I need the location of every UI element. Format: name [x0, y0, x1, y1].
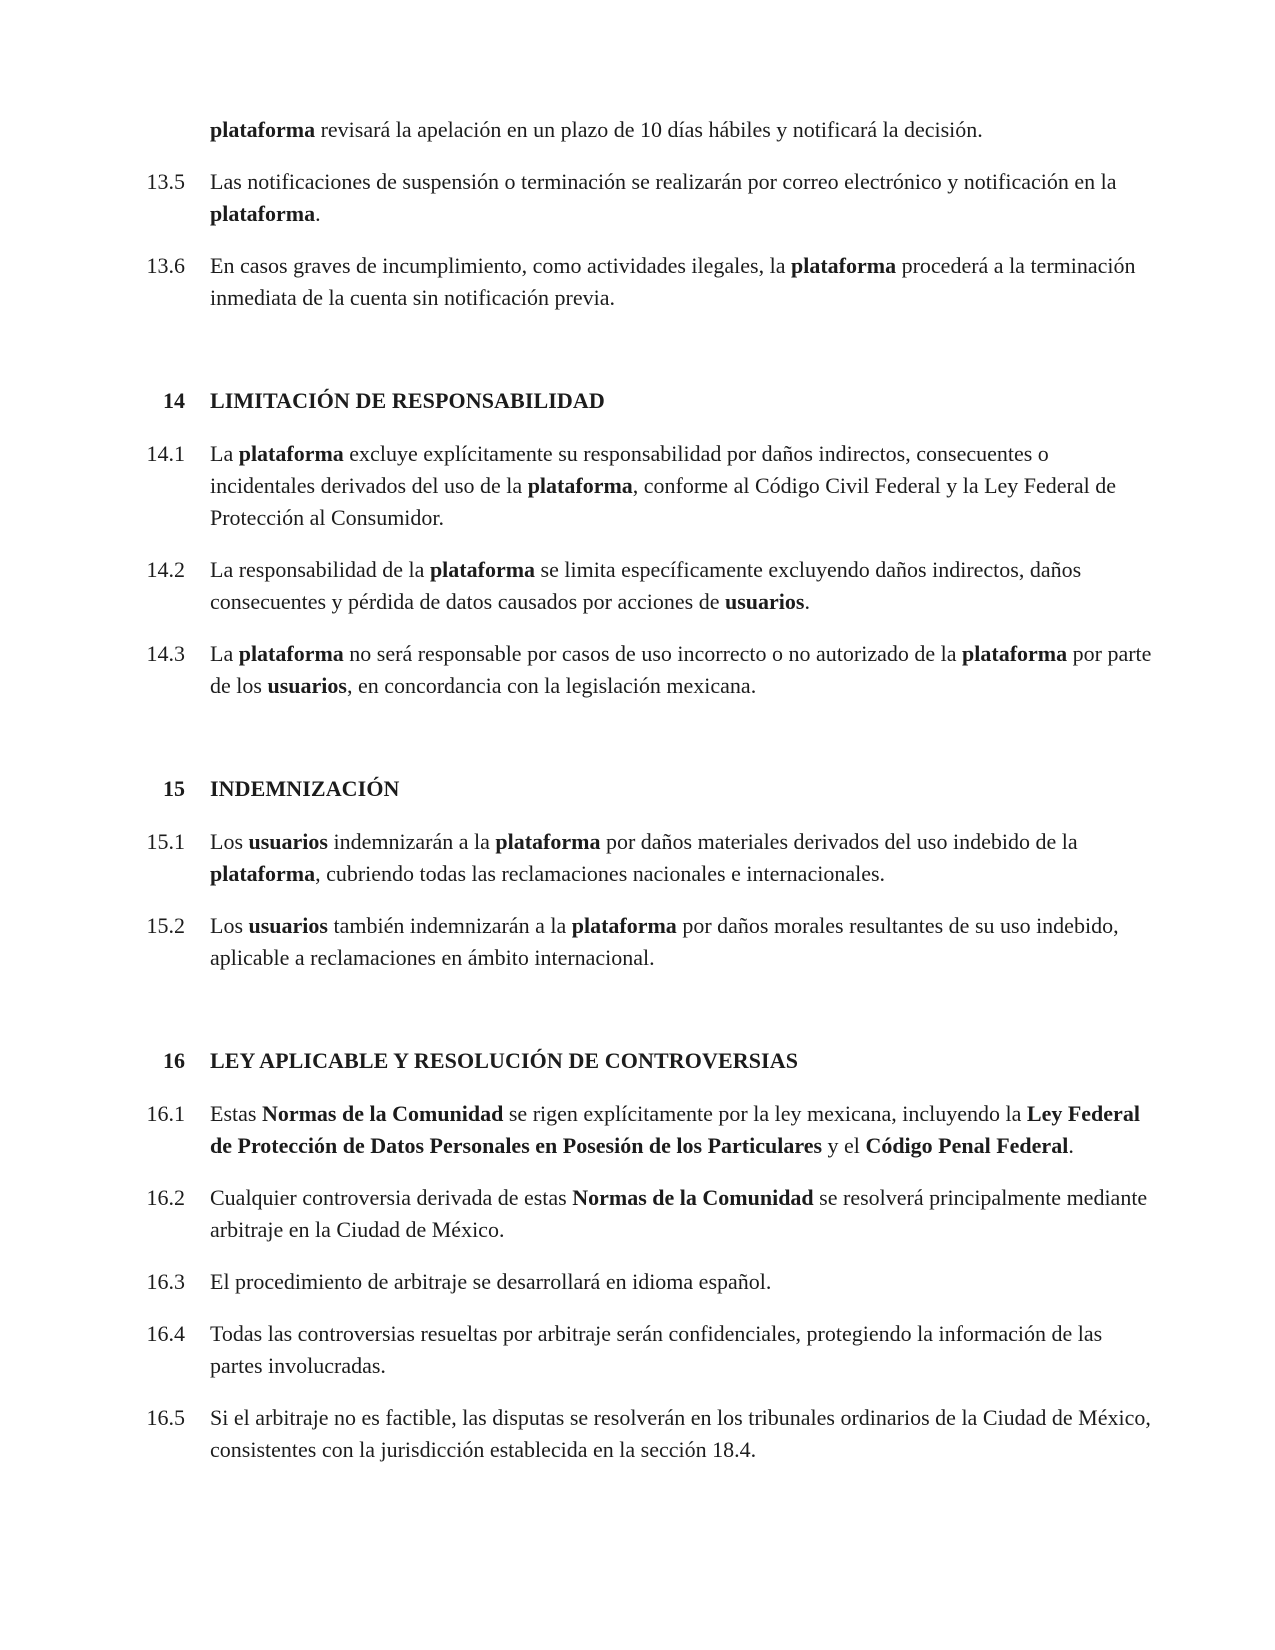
clause-row: [105, 250, 1159, 314]
text-segment: se resolverá principalmente mediante arbitraje en la Ciudad de México.: [210, 1185, 1148, 1242]
clause-row: [105, 1402, 1159, 1466]
text-segment: La: [210, 641, 239, 666]
clause-row: [105, 166, 1159, 230]
clause-row: [105, 1182, 1159, 1246]
bold-term: INDEMNIZACIÓN: [210, 776, 400, 801]
text-segment: y el: [822, 1133, 866, 1158]
section-number: 14: [163, 388, 185, 413]
clause-text: [210, 1098, 1159, 1162]
clause-number: 16.2: [146, 1185, 185, 1210]
bold-term: LIMITACIÓN DE RESPONSABILIDAD: [210, 388, 605, 413]
text-segment: , en concordancia con la legislación mexicana.: [346, 673, 757, 698]
bold-term: plataforma: [210, 201, 316, 226]
text-segment: .: [315, 201, 321, 226]
clause-row: [105, 826, 1159, 890]
clause-row: [105, 1266, 1159, 1298]
clause-text: [210, 638, 1159, 702]
text-segment: Cualquier controversia derivada de estas: [210, 1185, 573, 1210]
text-segment: por parte de los: [210, 641, 1152, 698]
bold-term: Código Penal Federal: [865, 1133, 1069, 1158]
clause-row: [105, 438, 1159, 534]
text-segment: también indemnizarán a la: [327, 913, 572, 938]
bold-term: plataforma: [791, 253, 897, 278]
text-segment: indemnizarán a la: [327, 829, 496, 854]
clause-number: 15.2: [146, 913, 185, 938]
bold-term: usuarios: [267, 673, 347, 698]
text-segment: , conforme al Código Civil Federal y la Ley Federal de Protección al Consumidor.: [210, 473, 1117, 530]
text-segment: , cubriendo todas las reclamaciones nacionales e internacionales.: [315, 861, 886, 886]
bold-term: plataforma: [210, 117, 316, 142]
section-number: 15: [163, 776, 185, 801]
clause-text: [210, 1318, 1159, 1382]
text-segment: se rigen explícitamente por la ley mexicana, incluyendo la: [503, 1101, 1027, 1126]
section-number: 16: [163, 1048, 185, 1073]
continuation-paragraph: [105, 114, 1159, 146]
section-heading-text: [210, 1045, 1159, 1077]
clause-row: [105, 554, 1159, 618]
bold-term: plataforma: [571, 913, 677, 938]
text-segment: .: [804, 589, 810, 614]
clause-text: [210, 826, 1159, 890]
section-heading: [105, 1045, 1159, 1077]
clause-text: [210, 250, 1159, 314]
bold-term: usuarios: [248, 913, 328, 938]
clause-row: [105, 1318, 1159, 1382]
bold-term: plataforma: [495, 829, 601, 854]
bold-term: usuarios: [248, 829, 328, 854]
text-segment: Los: [210, 913, 249, 938]
text-segment: excluye explícitamente su responsabilidad por daños indirectos, consecuentes o incidentales derivados del uso de la: [210, 441, 1049, 498]
clause-number: 16.1: [146, 1101, 185, 1126]
text-segment: por daños morales resultantes de su uso indebido, aplicable a reclamaciones en ámbito internacional.: [210, 913, 1119, 970]
clause-number: 16.5: [146, 1405, 185, 1430]
clauses-list: [105, 114, 1159, 1466]
clause-number: 13.6: [146, 253, 185, 278]
clause-number: 14.3: [146, 641, 185, 666]
text-segment: Los: [210, 829, 249, 854]
clause-number: 14.2: [146, 557, 185, 582]
bold-term: plataforma: [238, 641, 344, 666]
text-segment: Estas: [210, 1101, 262, 1126]
clause-number: 15.1: [146, 829, 185, 854]
text-segment: La responsabilidad de la: [210, 557, 430, 582]
clause-text: [210, 166, 1159, 230]
clause-text: [210, 1402, 1159, 1466]
section-heading-text: [210, 773, 1159, 805]
text-segment: procederá a la terminación inmediata de la cuenta sin notificación previa.: [210, 253, 1136, 310]
bold-term: plataforma: [962, 641, 1068, 666]
clause-number: 14.1: [146, 441, 185, 466]
text-segment: En casos graves de incumplimiento, como actividades ilegales, la: [210, 253, 791, 278]
text-segment: se limita específicamente excluyendo daños indirectos, daños consecuentes y pérdida de datos causados por acciones de: [210, 557, 1082, 614]
clause-text: [210, 1182, 1159, 1246]
bold-term: plataforma: [210, 861, 316, 886]
clause-number: 16.3: [146, 1269, 185, 1294]
bold-term: LEY APLICABLE Y RESOLUCIÓN DE CONTROVERSIAS: [210, 1048, 799, 1073]
clause-text: [210, 910, 1159, 974]
clause-number: 13.5: [146, 169, 185, 194]
bold-term: Normas de la Comunidad: [572, 1185, 814, 1210]
clause-row: [105, 638, 1159, 702]
text-segment: revisará la apelación en un plazo de 10 días hábiles y notificará la decisión.: [315, 117, 983, 142]
clause-row: [105, 910, 1159, 974]
text-segment: La: [210, 441, 239, 466]
text-segment: Las notificaciones de suspensión o terminación se realizarán por correo electrónico y notificación en la: [210, 169, 1117, 194]
bold-term: plataforma: [238, 441, 344, 466]
text-segment: por daños materiales derivados del uso indebido de la: [600, 829, 1078, 854]
section-heading-text: [210, 385, 1159, 417]
clause-text: [210, 438, 1159, 534]
bold-term: usuarios: [724, 589, 805, 614]
text-segment: Todas las controversias resueltas por arbitraje serán confidenciales, protegiendo la información de las partes involucradas.: [210, 1321, 1103, 1378]
bold-term: Normas de la Comunidad: [261, 1101, 504, 1126]
bold-term: plataforma: [527, 473, 633, 498]
section-heading: [105, 385, 1159, 417]
clause-number: 16.4: [146, 1321, 185, 1346]
clause-text: [210, 1266, 1159, 1298]
bold-term: plataforma: [429, 557, 536, 582]
text-segment: .: [1068, 1133, 1074, 1158]
clause-row: [105, 1098, 1159, 1162]
text-segment: Si el arbitraje no es factible, las disputas se resolverán en los tribunales ordinarios de la Ciudad de México, consistentes con la jurisdicción establecida en la sección 18.4.: [210, 1405, 1151, 1462]
text-segment: El procedimiento de arbitraje se desarrollará en idioma español.: [210, 1269, 772, 1294]
bold-term: Ley Federal de Protección de Datos Personales en Posesión de los Particulares: [210, 1101, 1140, 1158]
clause-text: [210, 554, 1159, 618]
text-segment: no será responsable por casos de uso incorrecto o no autorizado de la: [343, 641, 963, 666]
clause-text: [210, 114, 1159, 146]
section-heading: [105, 773, 1159, 805]
